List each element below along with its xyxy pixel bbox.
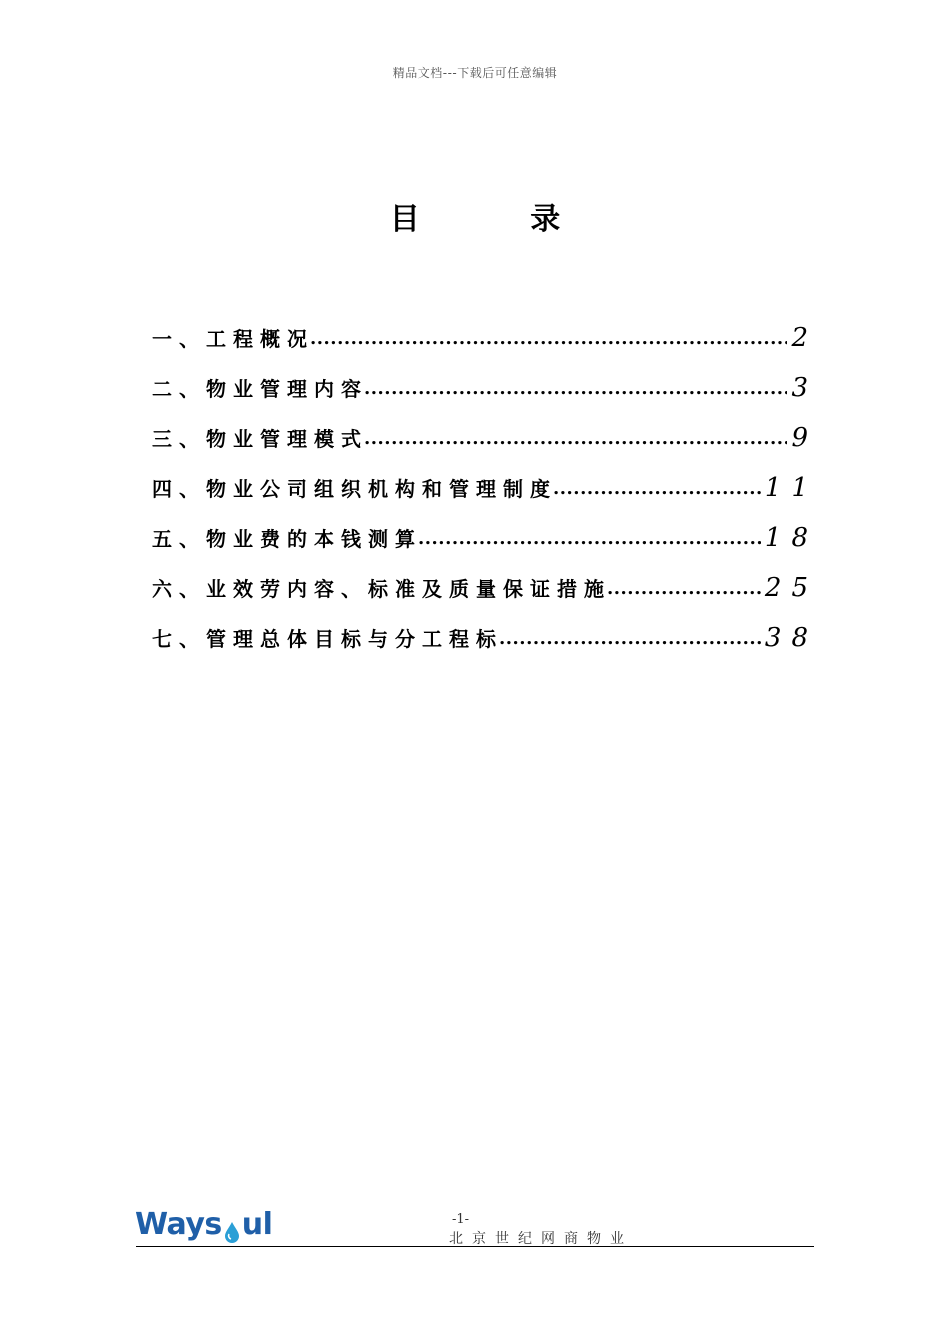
toc-entry-page: 25 [764,573,818,603]
toc-entry[interactable] [152,462,818,512]
toc-entry-label: 一、工程概况 [152,327,314,351]
page-title: 目 录 [389,202,611,237]
toc-entry-label: 三、物业管理模式 [152,427,368,451]
toc-leader-dots [418,528,761,550]
toc-entry[interactable] [152,512,818,562]
header-note: 精品文档---下载后可任意编辑 [392,66,558,80]
toc-leader-dots [553,478,761,500]
toc-entry[interactable] [152,312,818,362]
toc-entry-page: 38 [764,623,818,653]
toc-leader-dots [364,428,787,450]
toc-entry-label: 五、物业费的本钱测算 [152,527,422,551]
toc-entry-label: 七、管理总体目标与分工程标 [152,627,503,651]
toc-entry-label: 六、业效劳内容、标准及质量保证措施 [152,577,611,601]
toc-entry-label: 二、物业管理内容 [152,377,368,401]
toc-entry-page: 9 [791,423,818,453]
toc-entry[interactable] [152,362,818,412]
footer-divider [136,1246,814,1247]
toc-entry-page: 11 [764,473,818,503]
logo-text-left: Ways [135,1206,222,1242]
page-number: -1- [452,1212,470,1227]
toc-leader-dots [499,628,761,650]
toc-entry[interactable] [152,562,818,612]
company-logo [135,1204,272,1244]
table-of-contents [152,312,818,662]
toc-entry-page: 3 [791,373,818,403]
toc-entry-label: 四、物业公司组织机构和管理制度 [152,477,557,501]
toc-entry[interactable] [152,412,818,462]
company-name: 北京世纪网商物业 [449,1231,633,1247]
toc-leader-dots [310,328,787,350]
toc-entry-page: 2 [791,323,818,353]
toc-entry-page: 18 [764,523,818,553]
toc-entry[interactable] [152,612,818,662]
toc-leader-dots [607,578,761,600]
logo-text-right: ul [241,1206,273,1242]
toc-leader-dots [364,378,787,400]
water-drop-icon [223,1216,241,1238]
